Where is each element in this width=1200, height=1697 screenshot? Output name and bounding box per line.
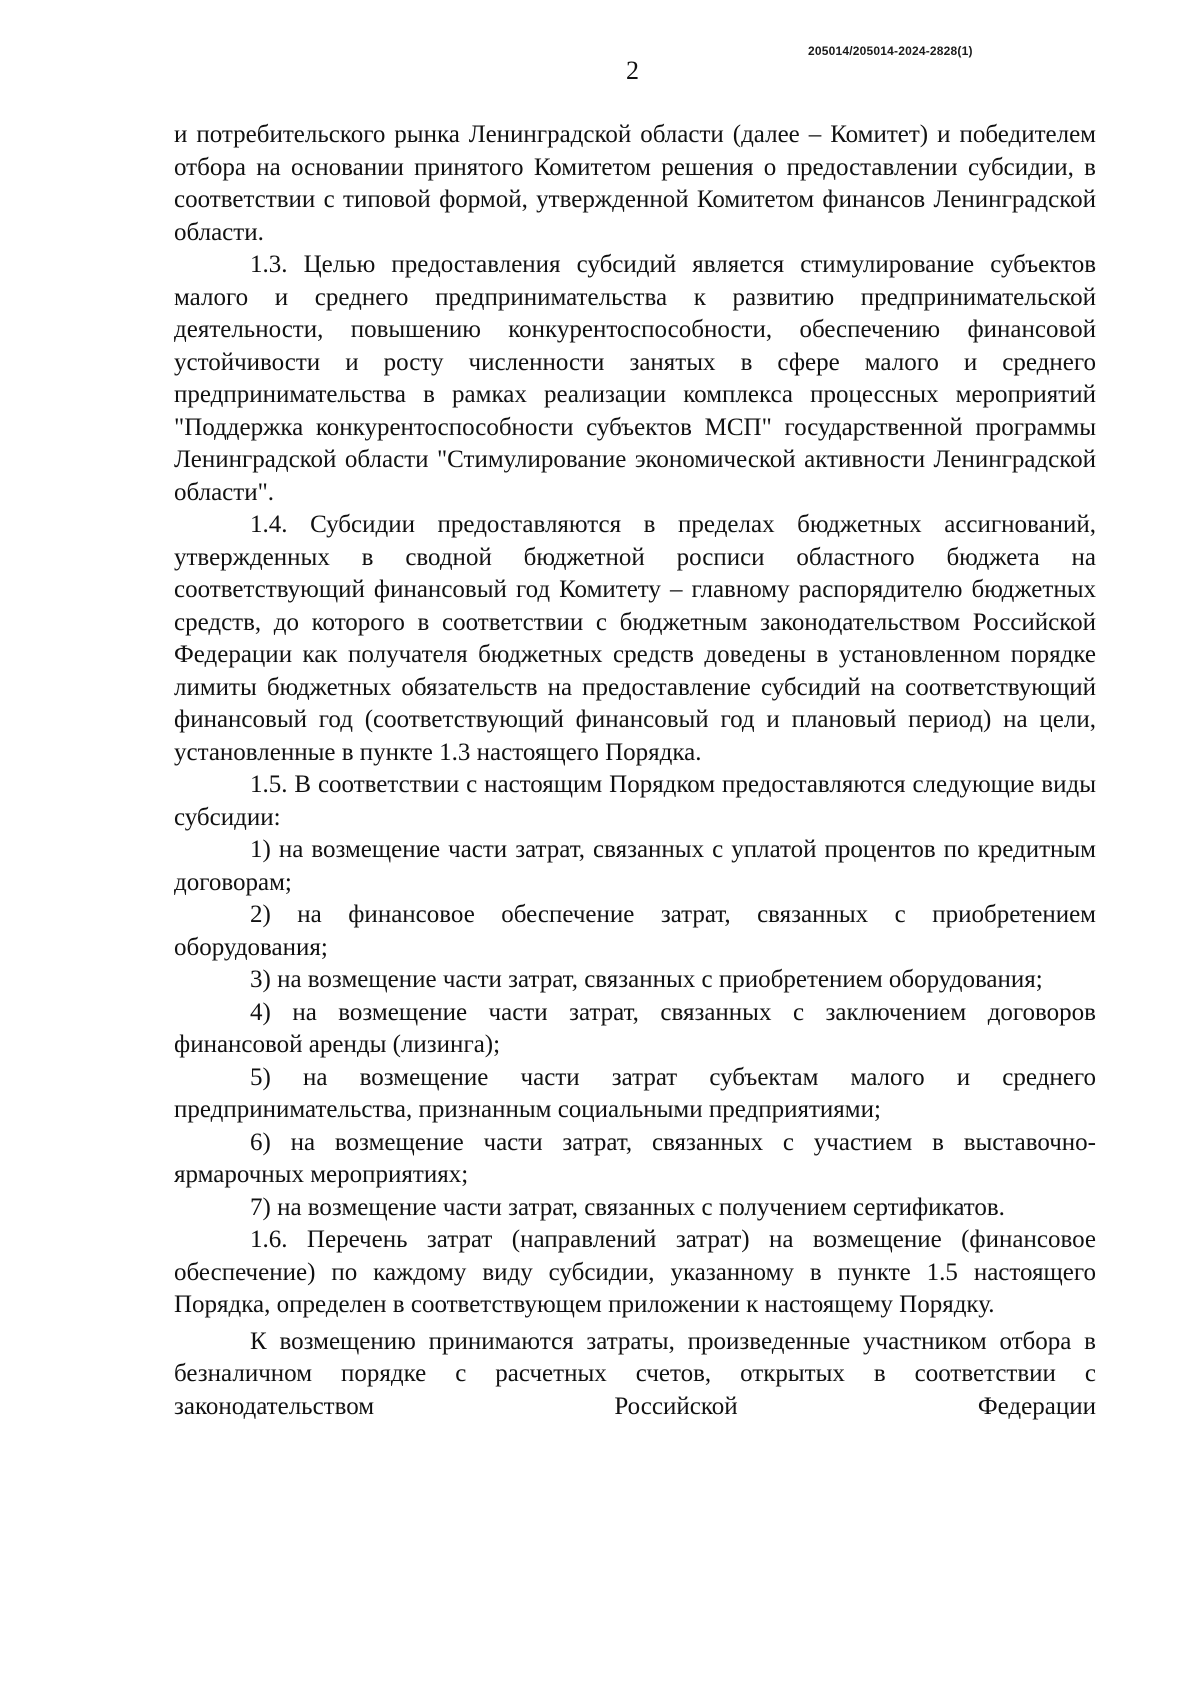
list-item-6: 6) на возмещение части затрат, связанных с участием в выставочно-ярмарочных мероприятиях;: [174, 1128, 1096, 1188]
list-item-4: 4) на возмещение части затрат, связанных с заключением договоров финансовой аренды (лизинга);: [174, 998, 1096, 1058]
page-number: 2: [626, 56, 639, 85]
paragraph-continuation: и потребительского рынка Ленинградской области (далее – Комитет) и победителем отбора на основании принятого Комитетом решения о предоставлении субсидии, в соответствии с типовой формой, утвержденной Комитетом финансов Ленинградской области.: [174, 121, 1096, 246]
paragraph-1-3: 1.3. Целью предоставления субсидий является стимулирование субъектов малого и среднего предпринимательства к развитию предпринимательской деятельности, повышению конкурентоспособности, обеспечению финансовой устойчивости и росту численности занятых в сфере малого и среднего предпринимательства в рамках реализации комплекса процессных мероприятий "Поддержка конкурентоспособности субъектов МСП" государственной программы Ленинградской области "Стимулирование экономической активности Ленинградской области".: [174, 251, 1096, 506]
list-item-7: 7) на возмещение части затрат, связанных с получением сертификатов.: [250, 1193, 1005, 1221]
paragraph-1-6: 1.6. Перечень затрат (направлений затрат) на возмещение (финансовое обеспечение) по каждому виду субсидии, указанному в пункте 1.5 настоящего Порядка, определен в соответствующем приложении к настоящему Порядку.: [174, 1226, 1096, 1318]
list-item-5: 5) на возмещение части затрат субъектам малого и среднего предпринимательства, признанным социальными предприятиями;: [174, 1063, 1096, 1123]
list-item-3: 3) на возмещение части затрат, связанных с приобретением оборудования;: [250, 966, 1043, 993]
list-item-2: 2) на финансовое обеспечение затрат, связанных с приобретением оборудования;: [174, 901, 1096, 961]
paragraph-1-4: 1.4. Субсидии предоставляются в пределах бюджетных ассигнований, утвержденных в сводной бюджетной росписи областного бюджета на соответствующий финансовый год Комитету – главному распорядителю бюджетных средств, до которого в соответствии с бюджетным законодательством Российской Федерации как получателя бюджетных средств доведены в установленном порядке лимиты бюджетных обязательств на предоставление субсидий на соответствующий финансовый год (соответствующий финансовый год и плановый период) на цели, установленные в пункте 1.3 настоящего Порядка.: [174, 511, 1096, 766]
document-body: [174, 119, 1096, 1423]
paragraph-reimbursement: К возмещению принимаются затраты, произведенные участником отбора в безналичном порядке с расчетных счетов, открытых в соответствии с законодательством Российской Федерации: [174, 1327, 1096, 1420]
list-item-1: 1) на возмещение части затрат, связанных с уплатой процентов по кредитным договорам;: [174, 836, 1096, 896]
document-id: 205014/205014-2024-2828(1): [808, 44, 973, 58]
paragraph-1-5: 1.5. В соответствии с настоящим Порядком предоставляются следующие виды субсидии:: [174, 771, 1096, 831]
